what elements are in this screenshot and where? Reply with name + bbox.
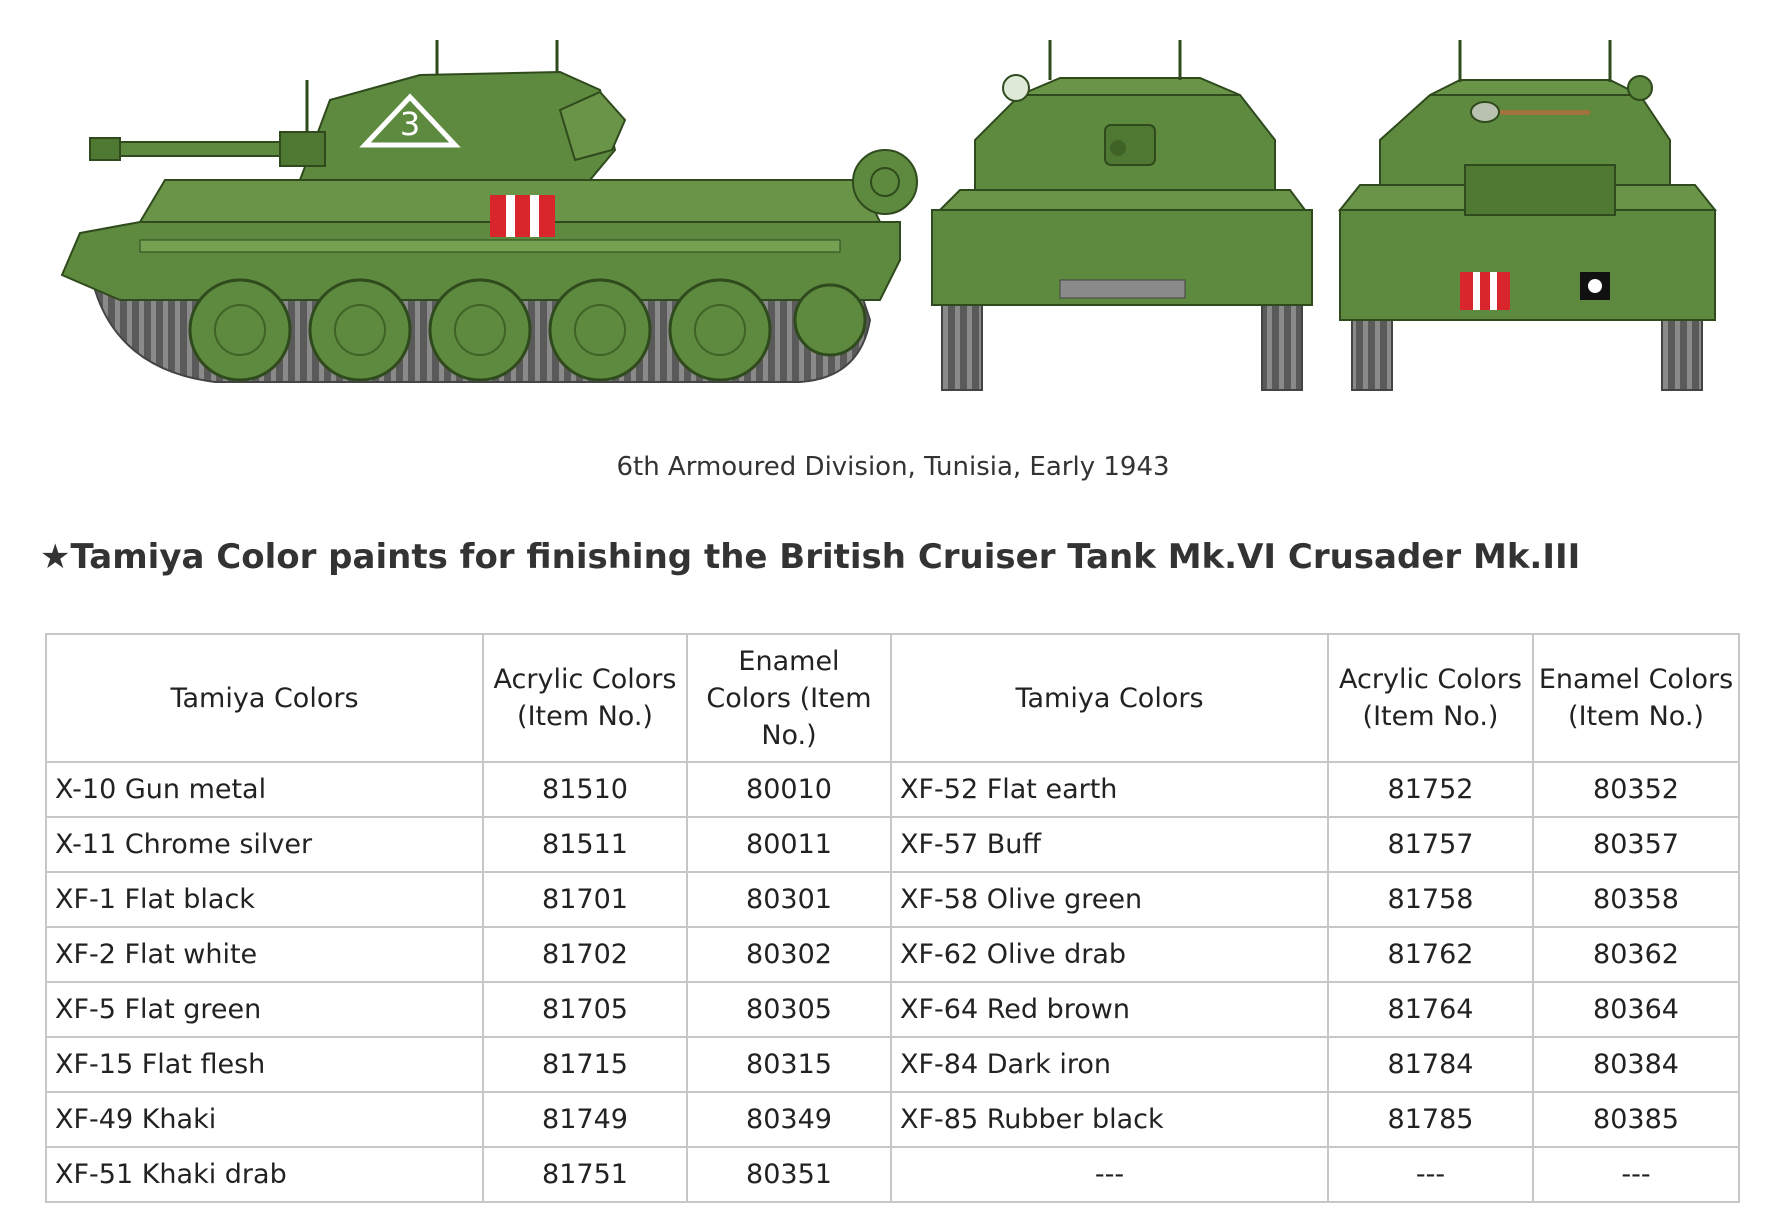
unit-marking-side (490, 195, 555, 237)
color-name: X-10 Gun metal (46, 762, 483, 817)
table-row (46, 982, 1739, 1037)
acrylic-item-no: 81715 (483, 1037, 687, 1092)
tank-illustration (0, 0, 1786, 430)
acrylic-item-no: 81702 (483, 927, 687, 982)
acrylic-item-no: 81705 (483, 982, 687, 1037)
enamel-item-no: 80364 (1533, 982, 1739, 1037)
illustration-caption: 6th Armoured Division, Tunisia, Early 1943 (616, 452, 1170, 482)
table-row (46, 927, 1739, 982)
tank-front-view (932, 40, 1312, 390)
table-row (46, 1092, 1739, 1147)
color-name: XF-2 Flat white (46, 927, 483, 982)
unit-marking-rear (1460, 272, 1510, 310)
column-header-acrylic-2: Acrylic Colors (Item No.) (1328, 634, 1533, 762)
enamel-item-no: 80362 (1533, 927, 1739, 982)
table-header-row (46, 634, 1739, 762)
acrylic-item-no: 81764 (1328, 982, 1533, 1037)
enamel-item-no: 80384 (1533, 1037, 1739, 1092)
acrylic-item-no: 81511 (483, 817, 687, 872)
enamel-item-no: 80358 (1533, 872, 1739, 927)
color-name: XF-58 Olive green (891, 872, 1328, 927)
enamel-item-no: 80301 (687, 872, 891, 927)
color-name: X-11 Chrome silver (46, 817, 483, 872)
column-header-tamiya-colors: Tamiya Colors (46, 634, 483, 762)
table-row (46, 817, 1739, 872)
enamel-item-no: 80011 (687, 817, 891, 872)
color-name: XF-85 Rubber black (891, 1092, 1328, 1147)
enamel-item-no: 80352 (1533, 762, 1739, 817)
acrylic-item-no: 81762 (1328, 927, 1533, 982)
column-header-enamel: Enamel Colors (Item No.) (687, 634, 891, 762)
empty-cell: --- (1328, 1147, 1533, 1202)
acrylic-item-no: 81510 (483, 762, 687, 817)
paint-table (45, 633, 1740, 1203)
acrylic-item-no: 81751 (483, 1147, 687, 1202)
empty-cell: --- (891, 1147, 1328, 1202)
enamel-item-no: 80010 (687, 762, 891, 817)
enamel-item-no: 80315 (687, 1037, 891, 1092)
acrylic-item-no: 81784 (1328, 1037, 1533, 1092)
color-name: XF-62 Olive drab (891, 927, 1328, 982)
column-header-enamel-2: Enamel Colors (Item No.) (1533, 634, 1739, 762)
color-name: XF-52 Flat earth (891, 762, 1328, 817)
color-name: XF-5 Flat green (46, 982, 483, 1037)
empty-cell: --- (1533, 1147, 1739, 1202)
color-name: XF-15 Flat flesh (46, 1037, 483, 1092)
enamel-item-no: 80349 (687, 1092, 891, 1147)
table-row (46, 1147, 1739, 1202)
column-header-acrylic: Acrylic Colors (Item No.) (483, 634, 687, 762)
section-heading: ★Tamiya Color paints for finishing the British Cruiser Tank Mk.VI Crusader Mk.III (40, 537, 1581, 577)
acrylic-item-no: 81758 (1328, 872, 1533, 927)
turret-number: 3 (399, 105, 421, 143)
table-row (46, 872, 1739, 927)
tank-side-view (62, 40, 917, 382)
color-name: XF-49 Khaki (46, 1092, 483, 1147)
color-name: XF-57 Buff (891, 817, 1328, 872)
acrylic-item-no: 81752 (1328, 762, 1533, 817)
table-row (46, 1037, 1739, 1092)
acrylic-item-no: 81757 (1328, 817, 1533, 872)
acrylic-item-no: 81749 (483, 1092, 687, 1147)
column-header-tamiya-colors-2: Tamiya Colors (891, 634, 1328, 762)
enamel-item-no: 80351 (687, 1147, 891, 1202)
color-name: XF-84 Dark iron (891, 1037, 1328, 1092)
acrylic-item-no: 81785 (1328, 1092, 1533, 1147)
enamel-item-no: 80302 (687, 927, 891, 982)
enamel-item-no: 80305 (687, 982, 891, 1037)
tank-rear-view (1340, 40, 1715, 390)
enamel-item-no: 80385 (1533, 1092, 1739, 1147)
color-name: XF-1 Flat black (46, 872, 483, 927)
table-row (46, 762, 1739, 817)
acrylic-item-no: 81701 (483, 872, 687, 927)
color-name: XF-51 Khaki drab (46, 1147, 483, 1202)
enamel-item-no: 80357 (1533, 817, 1739, 872)
color-name: XF-64 Red brown (891, 982, 1328, 1037)
